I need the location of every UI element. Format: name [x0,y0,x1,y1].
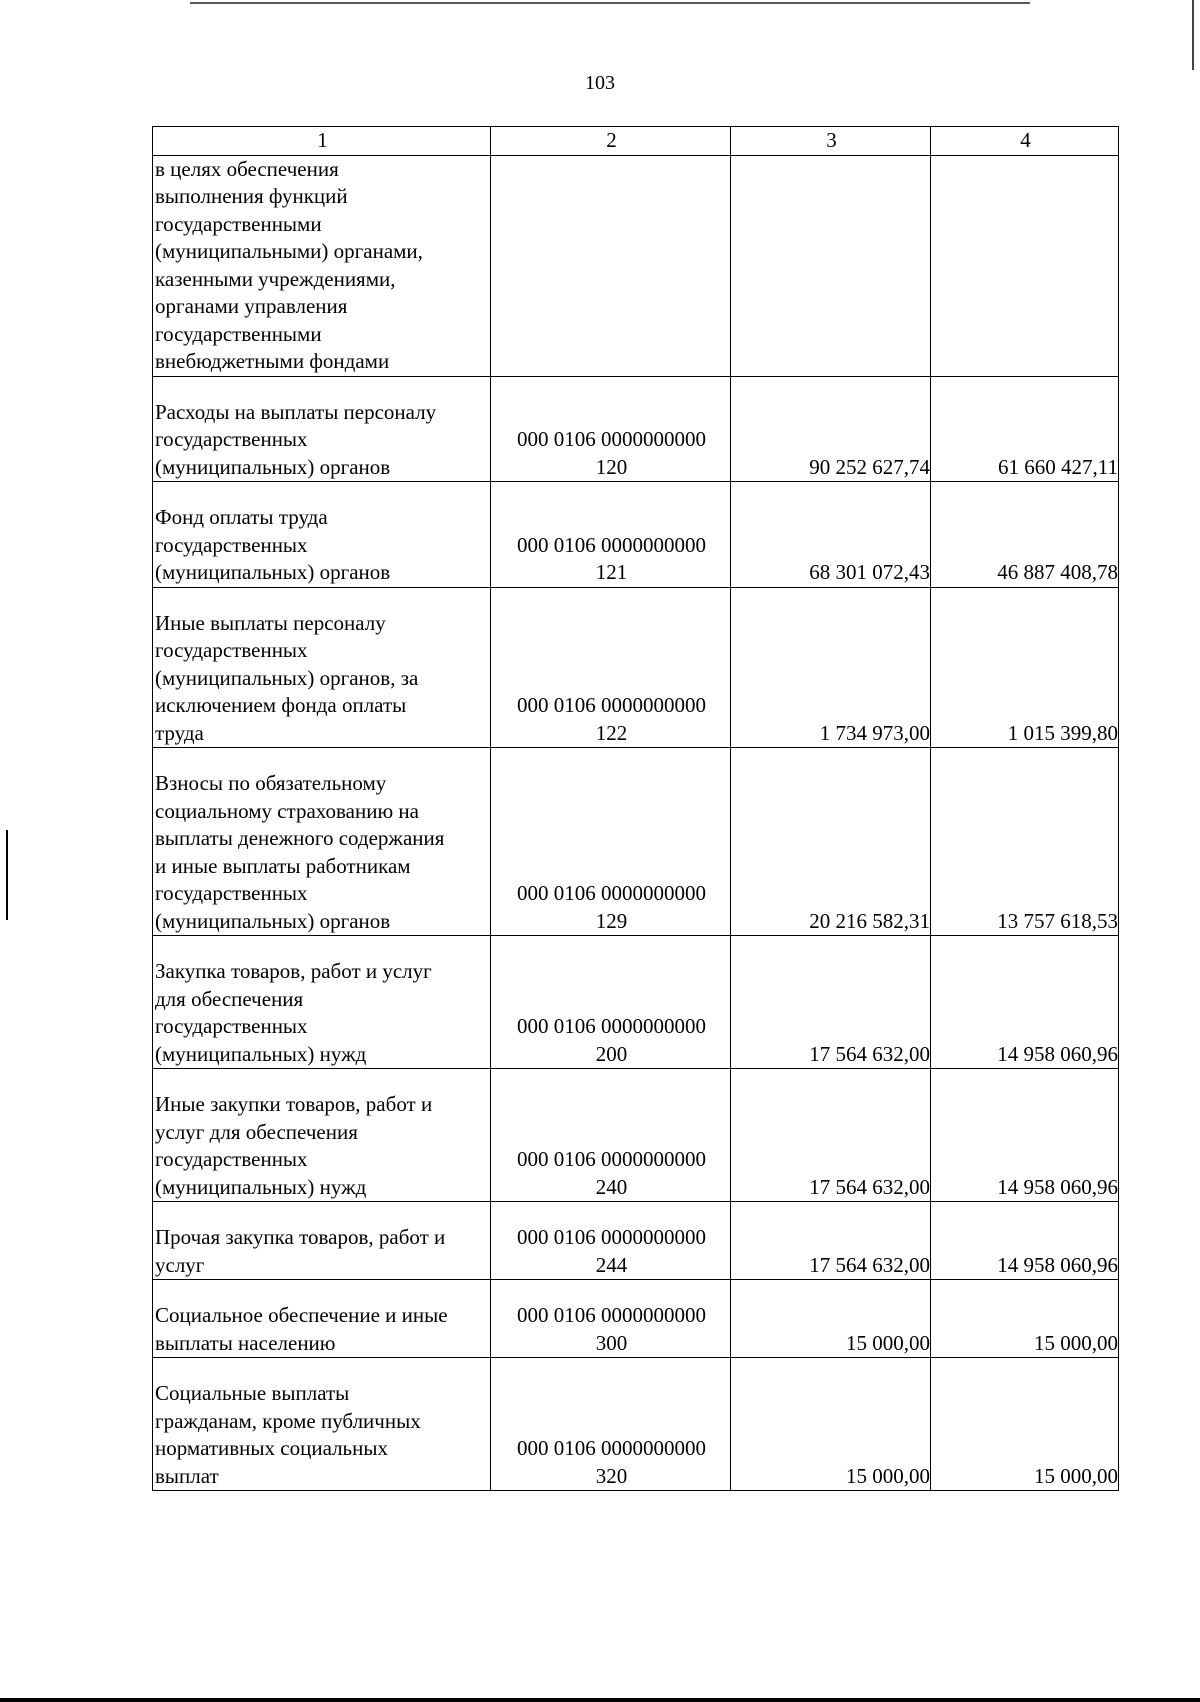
header-cell-2: 2 [491,127,731,156]
row-value-3: 17 564 632,00 [731,1069,931,1202]
table-row [153,1358,1119,1491]
row-code: 000 0106 0000000000 320 [491,1358,731,1491]
row-code [491,155,731,376]
table-row [153,1202,1119,1280]
scan-edge-top [190,2,1030,4]
header-cell-1: 1 [153,127,491,156]
row-value-4: 14 958 060,96 [931,1069,1119,1202]
header-cell-4: 4 [931,127,1119,156]
row-name: Социальное обеспечение и иные выплаты населению [155,1303,448,1355]
row-name: Иные выплаты персоналу государственных (муниципальных) органов, за исключением фонда оплаты труда [155,610,419,745]
table-row [153,748,1119,936]
row-name: в целях обеспечения выполнения функций государственными (муниципальными) органами, казенными учреждениями, органами управления государственными внебюджетными фондами [153,155,491,376]
row-code: 000 0106 0000000000 244 [491,1202,731,1280]
row-code: 000 0106 0000000000 300 [491,1280,731,1358]
row-name-cell [153,1280,491,1358]
row-name: Иные закупки товаров, работ и услуг для обеспечения государственных (муниципальных) нужд [155,1092,433,1199]
table-row [153,936,1119,1069]
row-value-4: 46 887 408,78 [931,482,1119,588]
row-value-4: 1 015 399,80 [931,587,1119,748]
row-name-cell [153,748,491,936]
row-value-4: 61 660 427,11 [931,376,1119,482]
header-cell-3: 3 [731,127,931,156]
scan-edge-left [6,830,8,920]
row-code: 000 0106 0000000000 121 [491,482,731,588]
row-value-3: 68 301 072,43 [731,482,931,588]
row-value-4 [931,155,1119,376]
row-value-3: 90 252 627,74 [731,376,931,482]
row-name: Прочая закупка товаров, работ и услуг [155,1225,446,1277]
row-name: Взносы по обязательному социальному страхованию на выплаты денежного содержания и иные выплаты работникам государственных (муниципальных) органов [155,771,445,933]
table-header-row [153,127,1119,156]
row-name-cell [153,1069,491,1202]
row-name: Фонд оплаты труда государственных (муниципальных) органов [155,505,391,584]
row-code: 000 0106 0000000000 120 [491,376,731,482]
row-value-4: 15 000,00 [931,1358,1119,1491]
table-row [153,376,1119,482]
row-name-cell [153,1202,491,1280]
row-name: Расходы на выплаты персоналу государственных (муниципальных) органов [155,399,437,479]
row-value-3 [731,155,931,376]
row-code: 000 0106 0000000000 200 [491,936,731,1069]
row-value-4: 14 958 060,96 [931,1202,1119,1280]
row-name: Социальные выплаты гражданам, кроме публичных нормативных социальных выплат [155,1381,421,1488]
row-value-4: 15 000,00 [931,1280,1119,1358]
row-code: 000 0106 0000000000 129 [491,748,731,936]
row-value-4: 14 958 060,96 [931,936,1119,1069]
table-row [153,1280,1119,1358]
page-number: 103 [585,72,615,94]
row-value-3: 15 000,00 [731,1358,931,1491]
budget-table [152,126,1119,1491]
table-row [153,587,1119,748]
row-value-3: 1 734 973,00 [731,587,931,748]
scan-edge-right [1192,0,1194,70]
table-row [153,1069,1119,1202]
row-value-3: 17 564 632,00 [731,1202,931,1280]
row-name-cell [153,587,491,748]
row-name-cell [153,936,491,1069]
row-name-cell [153,1358,491,1491]
row-value-3: 15 000,00 [731,1280,931,1358]
row-name-cell [153,376,491,482]
row-name: Закупка товаров, работ и услуг для обеспечения государственных (муниципальных) нужд [155,959,432,1066]
table-row [153,155,1119,376]
row-value-4: 13 757 618,53 [931,748,1119,936]
row-value-3: 20 216 582,31 [731,748,931,936]
table-row [153,482,1119,588]
row-code: 000 0106 0000000000 122 [491,587,731,748]
scan-edge-bottom [0,1698,1200,1702]
row-name-cell [153,482,491,588]
row-value-3: 17 564 632,00 [731,936,931,1069]
row-code: 000 0106 0000000000 240 [491,1069,731,1202]
